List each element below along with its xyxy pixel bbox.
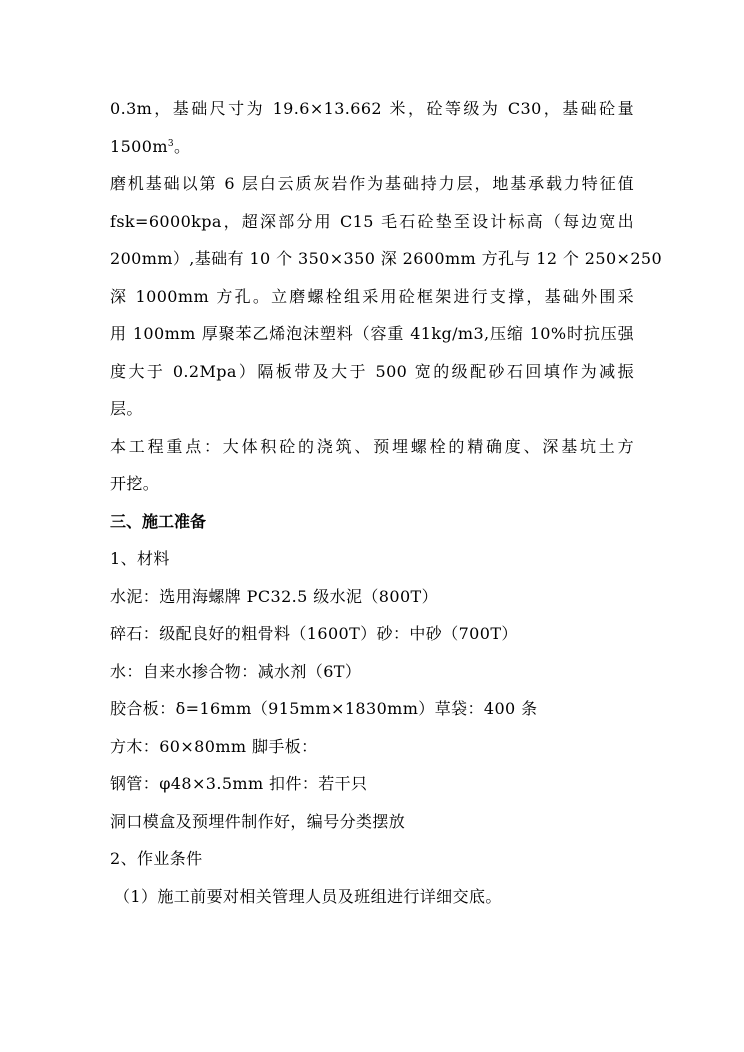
text-line: 用 100mm 厚聚苯乙烯泡沫塑料（容重 41kg/m3,压缩 10%时抗压强: [110, 324, 634, 343]
material-item: 水：自来水掺合物：减水剂（6T）: [110, 661, 362, 681]
material-item: 碎石：级配良好的粗骨料（1600T）砂：中砂（700T）: [110, 624, 518, 643]
paragraph-foundation-size: [110, 90, 634, 165]
superscript-cubic: 3: [167, 138, 175, 149]
material-item: 胶合板：δ=16mm（915mm×1830mm）草袋：400 条: [110, 699, 538, 718]
volume-value: 1500m: [110, 136, 168, 156]
text-line: [110, 128, 634, 166]
document-page: [110, 90, 663, 915]
condition-item: （1）施工前要对相关管理人员及班组进行详细交底。: [114, 886, 502, 906]
section-heading: 三、施工准备: [110, 511, 207, 531]
subsection-heading-conditions: 2、作业条件: [110, 849, 203, 868]
paragraph-mill-foundation: [110, 165, 663, 428]
paragraph-key-points: [110, 428, 634, 503]
material-item: 钢管：φ48×3.5mm 扣件：若干只: [110, 774, 368, 793]
text-line: 0.3m，基础尺寸为 19.6×13.662 米，砼等级为 C30，基础砼量: [110, 99, 634, 118]
text-fragment: 。: [174, 136, 191, 156]
text-line: 本工程重点：大体积砼的浇筑、预埋螺栓的精确度、深基坑土方: [110, 436, 634, 456]
subsection-heading-materials: 1、材料: [110, 549, 170, 568]
text-line: fsk=6000kpa，超深部分用 C15 毛石砼垫至设计标高（每边宽出: [110, 211, 634, 231]
text-line: 层。: [110, 399, 143, 418]
material-item: 方木：60×80mm 脚手板：: [110, 736, 318, 756]
material-item: 洞口模盒及预埋件制作好，编号分类摆放: [110, 811, 406, 831]
text-line: 200mm）,基础有 10 个 350×350 深 2600mm 方孔与 12 个 250×250: [110, 249, 663, 268]
material-item: 水泥：选用海螺牌 PC32.5 级水泥（800T）: [110, 586, 439, 606]
text-line: 深 1000mm 方孔。立磨螺栓组采用砼框架进行支撑，基础外围采: [110, 286, 634, 306]
text-line: 磨机基础以第 6 层白云质灰岩作为基础持力层，地基承载力特征值: [110, 174, 634, 193]
text-line: 开挖。: [110, 474, 160, 493]
text-line: 度大于 0.2Mpa）隔板带及大于 500 宽的级配砂石回填作为减振: [110, 361, 634, 381]
